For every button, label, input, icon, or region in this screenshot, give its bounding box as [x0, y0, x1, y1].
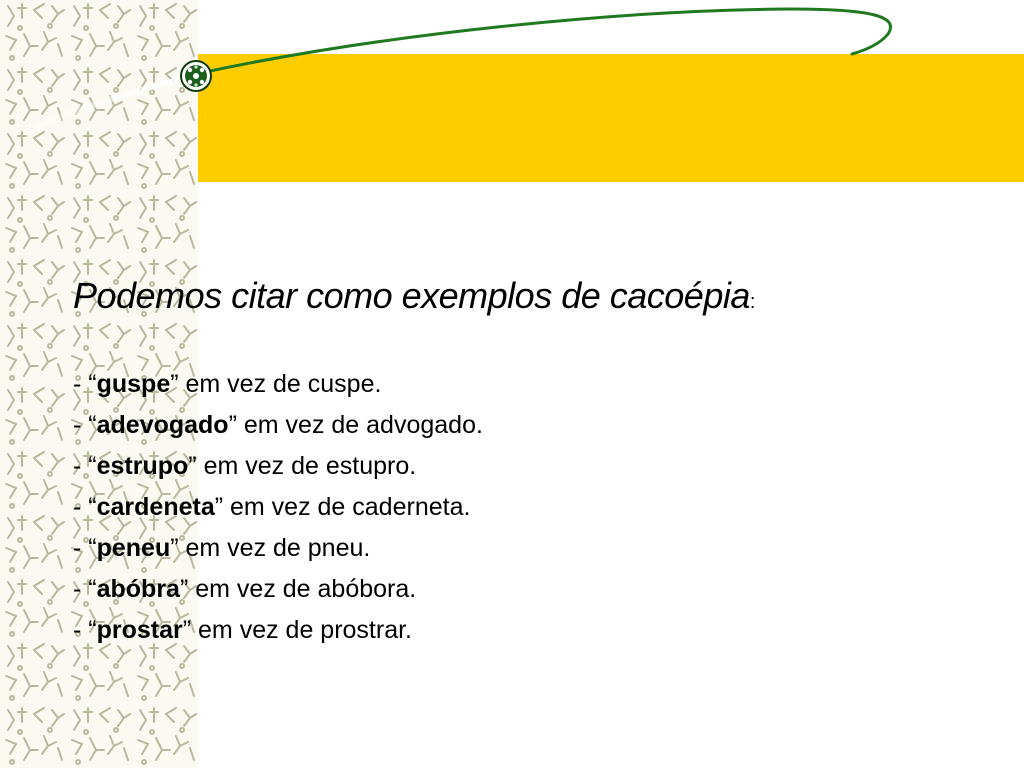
slide-content [73, 270, 973, 651]
item-prefix: - “ [73, 370, 97, 398]
item-suffix: ” em vez de abóbora. [179, 575, 417, 603]
title-text: Podemos citar como exemplos de cacoépia [73, 275, 750, 316]
list-item [73, 364, 973, 405]
item-word: cardeneta [96, 493, 215, 521]
item-suffix: ” em vez de cuspe. [170, 370, 382, 398]
list-item [73, 405, 973, 446]
green-swoosh-decoration [0, 0, 1024, 200]
list-item [73, 446, 973, 487]
examples-list [73, 364, 973, 651]
title-colon: : [749, 291, 755, 313]
item-word: guspe [96, 370, 171, 398]
item-suffix: ” em vez de caderneta. [214, 493, 471, 521]
item-suffix: ” em vez de pneu. [170, 534, 371, 562]
item-word: prostar [96, 616, 183, 644]
item-suffix: ” em vez de estupro. [188, 452, 417, 480]
item-prefix: - “ [73, 411, 97, 439]
list-item [73, 569, 973, 610]
item-prefix: - “ [73, 534, 97, 562]
list-item [73, 610, 973, 651]
item-prefix: - “ [73, 452, 97, 480]
item-word: peneu [96, 534, 171, 562]
ornament-icon [181, 61, 211, 91]
item-suffix: ” em vez de prostrar. [182, 616, 412, 644]
slide-title [73, 270, 973, 328]
item-word: adevogado [96, 411, 229, 439]
item-word: estrupo [96, 452, 189, 480]
list-item [73, 487, 973, 528]
item-word: abóbra [96, 575, 180, 603]
item-prefix: - “ [73, 616, 97, 644]
item-prefix: - “ [73, 493, 97, 521]
item-prefix: - “ [73, 575, 97, 603]
list-item [73, 528, 973, 569]
item-suffix: ” em vez de advogado. [228, 411, 483, 439]
